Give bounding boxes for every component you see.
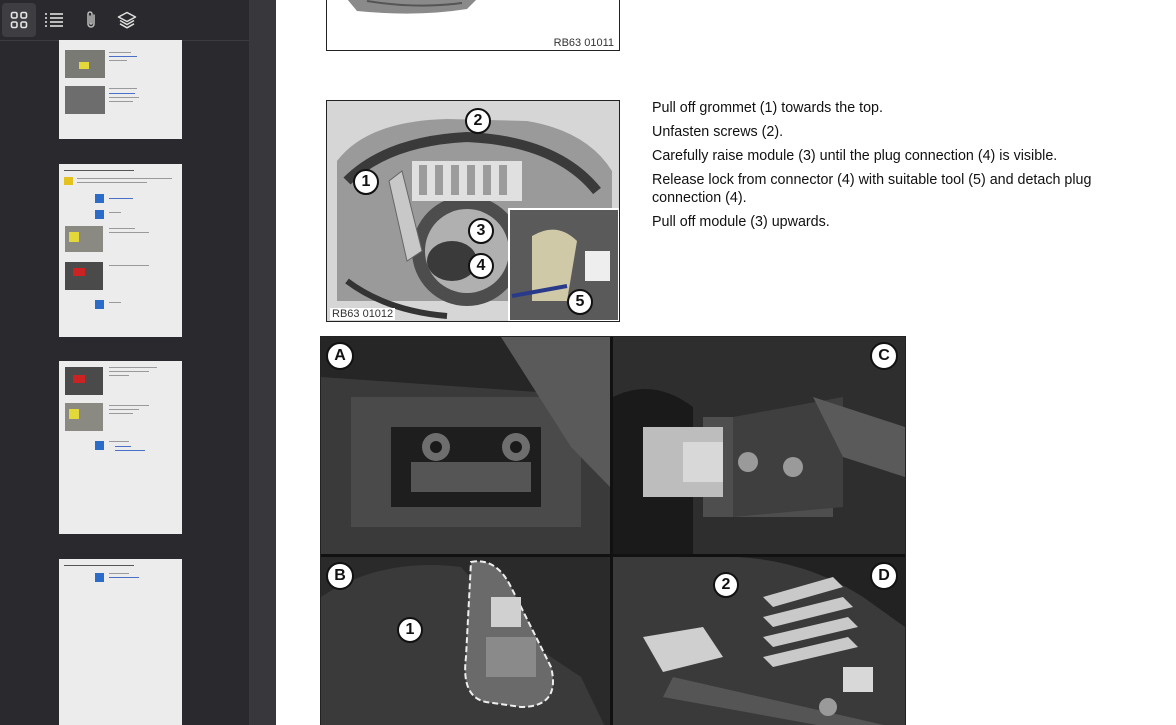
panel-label-c: C: [870, 342, 898, 370]
page-thumbnail[interactable]: [59, 361, 182, 534]
text-line: [109, 232, 149, 233]
figure-label: RB63 01011: [553, 37, 614, 49]
thumbnail-photo: [65, 86, 105, 114]
instruction-steps: [652, 99, 1112, 237]
page-thumbnail[interactable]: [59, 559, 182, 725]
text-line: [109, 97, 139, 98]
text-line: [109, 52, 131, 53]
callout-3: 3: [468, 218, 494, 244]
thumbnails-view-button[interactable]: [2, 3, 36, 37]
sidebar: [0, 0, 250, 725]
panel-b: [321, 557, 610, 725]
text-line: [109, 265, 149, 266]
callout-4: 4: [468, 253, 494, 279]
callout-1: 1: [353, 169, 379, 195]
highlight-mark: [73, 375, 85, 383]
link-line: [109, 198, 133, 199]
info-icon: [95, 300, 104, 309]
callout-1: 1: [397, 617, 423, 643]
text-line: [109, 441, 129, 442]
text-line: [77, 182, 147, 183]
text-line: [109, 367, 157, 368]
text-line: [109, 375, 129, 376]
module-photo: [327, 101, 619, 321]
panel-a-photo: [321, 337, 610, 554]
layers-icon: [117, 11, 137, 29]
outline-view-button[interactable]: [37, 3, 71, 37]
step-text: Pull off grommet (1) towards the top.: [652, 100, 883, 116]
callout-2: 2: [713, 572, 739, 598]
panel-c: [613, 337, 905, 554]
panel-label-d: D: [870, 562, 898, 590]
text-line: [109, 405, 149, 406]
thumbnails-view-icon: [10, 11, 28, 29]
text-line: [64, 565, 134, 566]
figure-module: [326, 100, 620, 322]
panel-d-photo: [613, 557, 905, 725]
text-line: [109, 573, 129, 574]
figure-panels: [320, 336, 906, 725]
figure-headlight-top: [326, 0, 620, 51]
sidebar-splitter[interactable]: [250, 0, 276, 725]
step-text: Carefully raise module (3) until the plug connection (4) is visible.: [652, 148, 1058, 164]
page-thumbnail[interactable]: [59, 164, 182, 337]
outline-view-icon: [44, 11, 64, 29]
document-page: [276, 0, 1176, 725]
panel-d: [613, 557, 905, 725]
callout-5: 5: [567, 289, 593, 315]
callout-2: 2: [465, 108, 491, 134]
link-line: [109, 577, 139, 578]
attachments-icon: [83, 10, 99, 30]
text-line: [77, 178, 172, 179]
thumbnail-list: [0, 40, 249, 725]
link-line: [115, 446, 131, 447]
link-line: [109, 56, 137, 57]
highlight-mark: [73, 268, 85, 276]
link-line: [115, 450, 145, 451]
text-line: [109, 88, 137, 89]
warning-mark: [64, 177, 73, 185]
step-text: Release lock from connector (4) with suitable tool (5) and detach plug connection (4).: [652, 172, 1092, 206]
text-line: [109, 413, 133, 414]
panel-b-photo: [321, 557, 610, 725]
layers-button[interactable]: [110, 3, 144, 37]
text-line: [64, 170, 134, 171]
highlight-mark: [69, 232, 79, 242]
attachments-button[interactable]: [74, 3, 108, 37]
panel-c-photo: [613, 337, 905, 554]
info-icon: [95, 573, 104, 582]
text-line: [109, 409, 139, 410]
sidebar-toolbar: [0, 0, 249, 41]
text-line: [109, 101, 133, 102]
info-icon: [95, 194, 104, 203]
page-thumbnail[interactable]: [59, 40, 182, 139]
panel-label-a: A: [326, 342, 354, 370]
step-text: Unfasten screws (2).: [652, 124, 784, 140]
figure-label: RB63 01012: [332, 308, 394, 320]
step-text: Pull off module (3) upwards.: [652, 214, 830, 230]
panel-a: [321, 337, 610, 554]
text-line: [109, 228, 135, 229]
panel-label-b: B: [326, 562, 354, 590]
highlight-mark: [79, 62, 89, 69]
text-line: [109, 302, 121, 303]
info-icon: [95, 210, 104, 219]
text-line: [109, 212, 121, 213]
text-line: [109, 60, 127, 61]
highlight-mark: [69, 409, 79, 419]
thumbnail-photo: [65, 262, 103, 290]
info-icon: [95, 441, 104, 450]
link-line: [109, 93, 135, 94]
text-line: [109, 371, 149, 372]
